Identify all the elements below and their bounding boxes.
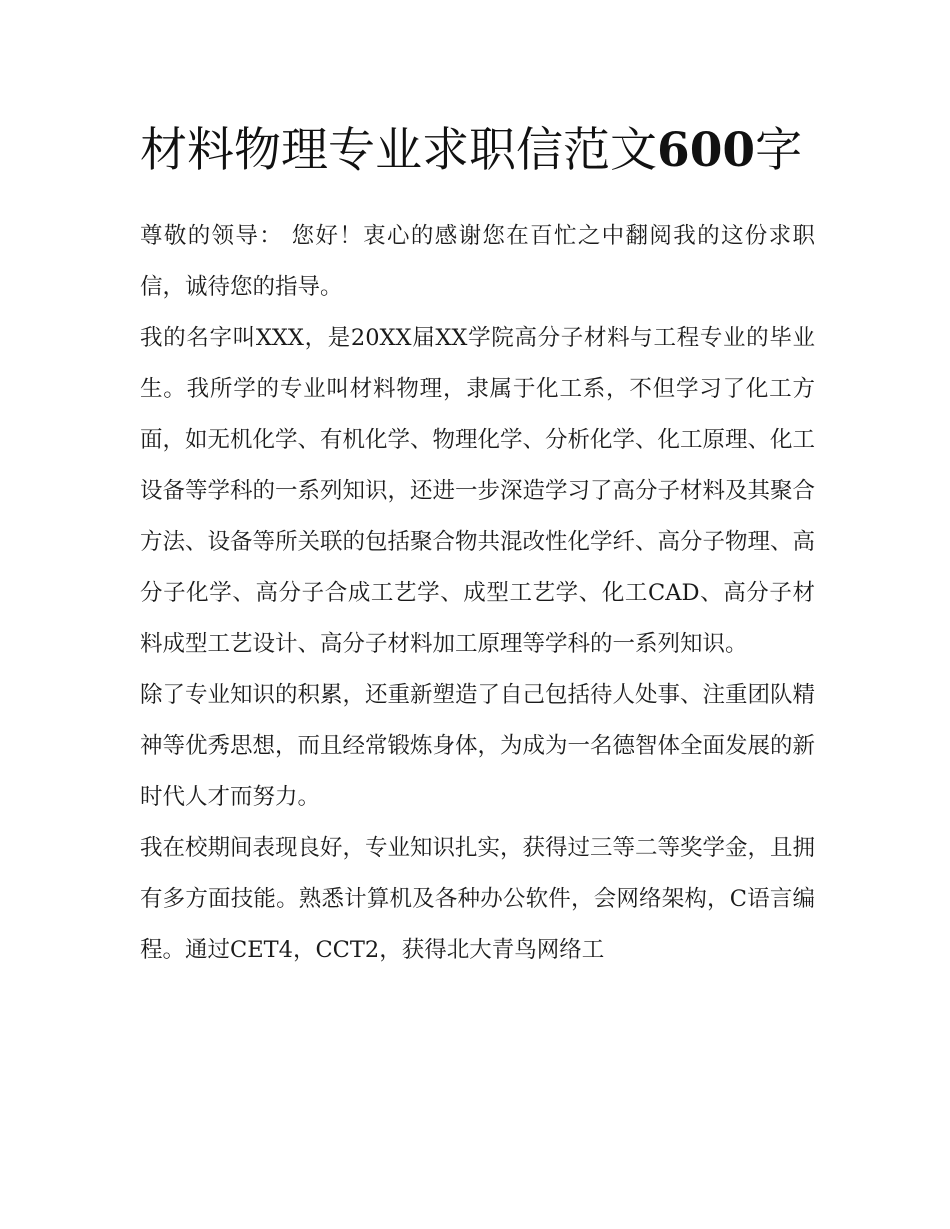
paragraph-personal-development: 除了专业知识的积累，还重新塑造了自己包括待人处事、注重团队精神等优秀思想，而且经常锻炼身体，为成为一名德智体全面发展的新时代人才而努力。 (140, 682, 816, 810)
document-body (140, 112, 815, 976)
paragraph-introduction: 我的名字叫XXX，是20XX届XX学院高分子材料与工程专业的毕业生。我所学的专业叫材料物理，隶属于化工系，不但学习了化工方面，如无机化学、有机化学、物理化学、分析化学、化工原理、化工设备等学科的一系列知识，还进一步深造学习了高分子材料及其聚合方法、设备等所关联的包括聚合物共混改性化学纤、高分子物理、高分子化学、高分子合成工艺学、成型工艺学、化工CAD、高分子材料成型工艺设计、高分子材料加工原理等学科的一系列知识。 (140, 325, 816, 657)
title-suffix: 字 (755, 123, 803, 178)
paragraph-greeting: 尊敬的领导： 您好！衷心的感谢您在百忙之中翻阅我的这份求职信，诚待您的指导。 (140, 223, 815, 300)
paragraph-achievements: 我在校期间表现良好，专业知识扎实，获得过三等二等奖学金，且拥有多方面技能。熟悉计算机及各种办公软件，会网络架构，C语言编程。通过CET4，CCT2，获得北大青鸟网络工 (140, 835, 816, 963)
title-number: 600 (657, 123, 756, 178)
title-text: 材料物理专业求职信范文 (140, 123, 657, 178)
document-title (140, 112, 815, 189)
